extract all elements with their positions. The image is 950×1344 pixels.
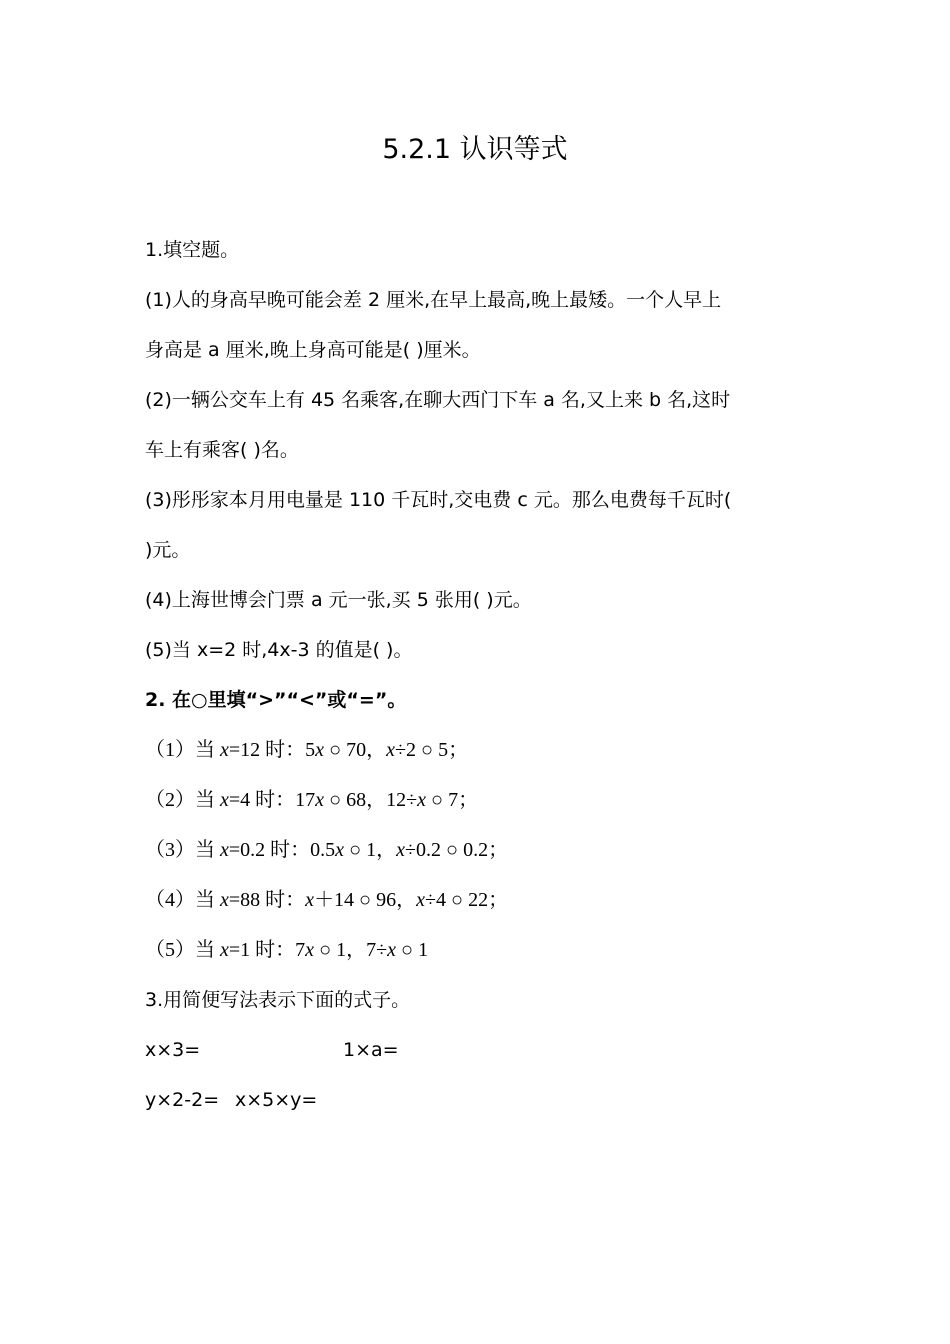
q1-line2: 身高是 a 厘米,晚上身高可能是( )厘米。 xyxy=(145,339,481,361)
q3-line2: )元。 xyxy=(145,539,191,561)
compare-item-2: （2）当 x=4 时：17x ○ 68，12÷x ○ 7； xyxy=(145,789,479,811)
shorthand-row-2 xyxy=(145,1087,825,1113)
q5-line: (5)当 x=2 时,4x-3 的值是( )。 xyxy=(145,639,413,661)
section3-heading: 3.用简便写法表示下面的式子。 xyxy=(145,989,411,1011)
q3-line1: (3)彤彤家本月用电量是 110 千瓦时,交电费 c 元。那么电费每千瓦时( xyxy=(145,489,732,511)
compare-item-4: （4）当 x=88 时：x＋14 ○ 96，x÷4 ○ 22； xyxy=(145,889,509,911)
expr-x-times-3: x×3= xyxy=(145,1039,201,1061)
section2-heading: 2. 在○里填“>”“<”或“=”。 xyxy=(145,689,407,711)
compare-item-1: （1）当 x=12 时：5x ○ 70，x÷2 ○ 5； xyxy=(145,739,469,761)
q2-line1: (2)一辆公交车上有 45 名乘客,在聊大西门下车 a 名,又上来 b 名,这时 xyxy=(145,389,731,411)
q4-line: (4)上海世博会门票 a 元一张,买 5 张用( )元。 xyxy=(145,589,532,611)
expr-y-times-2-minus-2: y×2-2= xyxy=(145,1089,220,1111)
shorthand-row-1 xyxy=(145,1037,825,1063)
q2-line2: 车上有乘客( )名。 xyxy=(145,439,299,461)
page-title: 5.2.1 认识等式 xyxy=(382,134,568,165)
section1-heading: 1.填空题。 xyxy=(145,239,240,261)
q1-line1: (1)人的身高早晚可能会差 2 厘米,在早上最高,晚上最矮。一个人早上 xyxy=(145,289,722,311)
compare-item-5: （5）当 x=1 时：7x ○ 1，7÷x ○ 1 xyxy=(145,939,429,961)
expr-x-times-5-times-y: x×5×y= xyxy=(235,1089,318,1111)
expr-1-times-a: 1×a= xyxy=(343,1039,399,1061)
compare-item-3: （3）当 x=0.2 时：0.5x ○ 1，x÷0.2 ○ 0.2； xyxy=(145,839,509,861)
